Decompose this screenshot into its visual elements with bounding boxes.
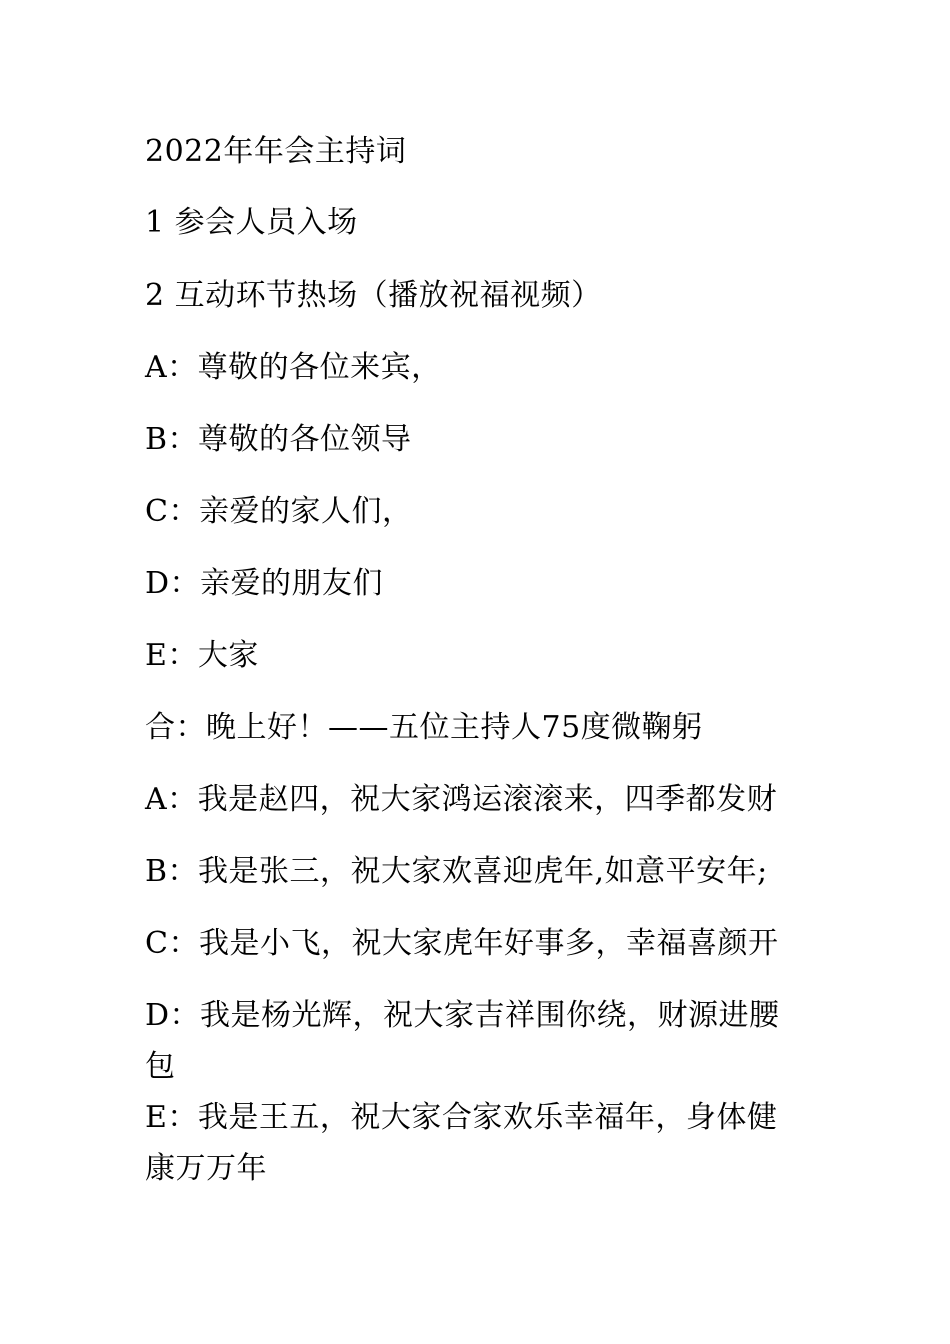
script-line-c-1: C：亲爱的家人们， (145, 494, 413, 529)
script-line-e-2-first: E：我是王五，祝大家合家欢乐幸福年，身体健 (145, 1100, 778, 1135)
document-title: 2022年年会主持词 (145, 134, 407, 169)
script-line-e-2-second: 康万万年 (145, 1151, 267, 1186)
script-line-together: 合：晚上好！——五位主持人75度微鞠躬 (145, 710, 703, 745)
script-line-a-2: A：我是赵四，祝大家鸿运滚滚来，四季都发财 (145, 782, 778, 817)
script-line-b-2: B：我是张三，祝大家欢喜迎虎年,如意平安年; (145, 854, 768, 889)
script-line-d-2-first: D：我是杨光辉，祝大家吉祥围你绕，财源进腰 (145, 998, 780, 1033)
script-line-d-1: D：亲爱的朋友们 (145, 566, 384, 601)
agenda-item-1: 1 参会人员入场 (145, 205, 358, 240)
script-line-e-1: E：大家 (145, 638, 259, 673)
script-line-b-1: B：尊敬的各位领导 (145, 422, 412, 457)
script-line-a-1: A：尊敬的各位来宾， (145, 350, 442, 385)
script-line-d-2-second: 包 (145, 1049, 176, 1084)
script-line-c-2: C：我是小飞，祝大家虎年好事多，幸福喜颜开 (145, 926, 779, 961)
agenda-item-2: 2 互动环节热场（播放祝福视频） (145, 278, 602, 313)
